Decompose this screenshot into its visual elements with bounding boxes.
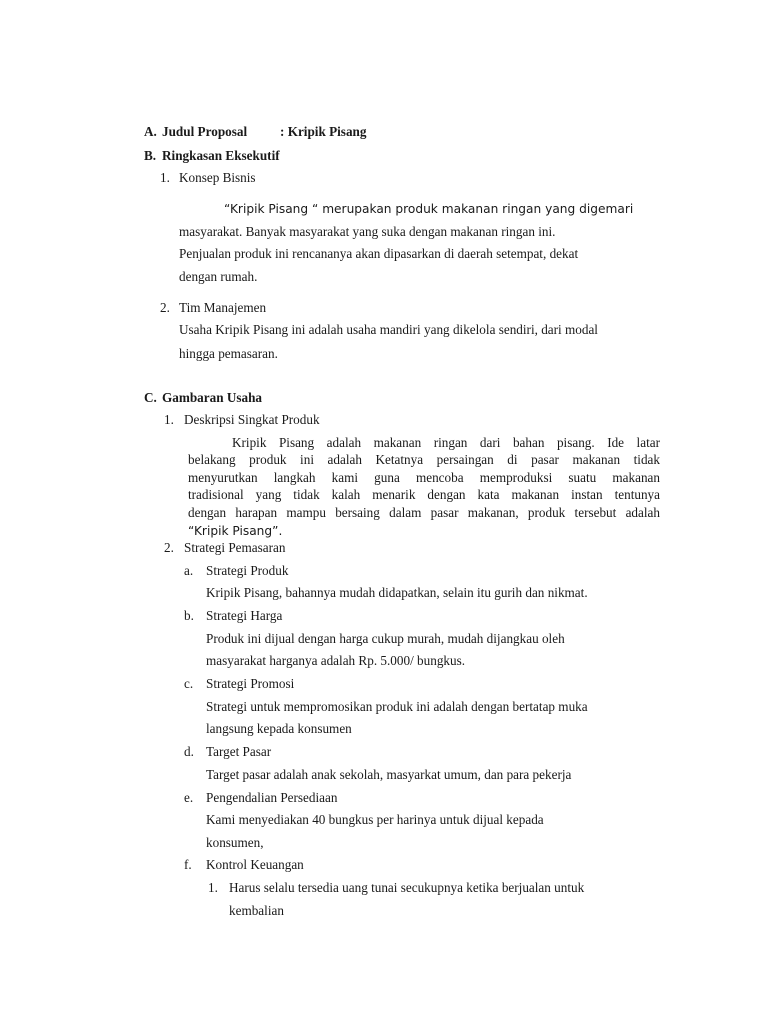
strategi-f-title: Kontrol Keuangan [206,857,304,872]
strategi-e-title: Pengendalian Persediaan [206,790,338,805]
konsep-line-1: “Kripik Pisang “ merupakan produk makanan ringan yang digemari [224,202,634,216]
strategi-title: Strategi Pemasaran [184,540,286,555]
section-b-marker: B. [144,148,157,163]
strategi-d-line-1: Target pasar adalah anak sekolah, masyarkat umum, dan para pekerja [206,767,572,782]
strategi-f-item-1-line-1: Harus selalu tersedia uang tunai secukupnya ketika berjualan untuk [229,880,585,895]
strategi-e-marker: e. [184,790,194,805]
strategi-b-marker: b. [184,608,194,623]
konsep-line-2: masyarakat. Banyak masyarakat yang suka dengan makanan ringan ini. [179,224,556,239]
strategi-f-marker: f. [184,857,192,872]
strategi-a-marker: a. [184,563,194,578]
deskripsi-line-3: menyurutkan langkah kami guna mencoba memproduksi suatu makanan [188,470,660,485]
strategi-b-line-1: Produk ini dijual dengan harga cukup murah, mudah dijangkau oleh [206,631,565,646]
strategi-number: 2. [164,540,174,555]
strategi-e-line-1: Kami menyediakan 40 bungkus per harinya untuk dijual kepada [206,812,544,827]
konsep-line-4: dengan rumah. [179,269,258,284]
section-c-title: Gambaran Usaha [162,390,263,405]
strategi-e-line-2: konsumen, [206,835,264,850]
strategi-d-marker: d. [184,744,194,759]
deskripsi-line-5: dengan harapan mampu bersaing dalam pasar makanan, produk tersebut adalah [188,505,660,520]
tim-title: Tim Manajemen [179,300,267,315]
deskripsi-number: 1. [164,412,174,427]
deskripsi-line-4: tradisional yang tidak kalah menarik dengan kata makanan instan tentunya [188,487,660,502]
strategi-c-title: Strategi Promosi [206,676,295,691]
strategi-f-item-1-line-2: kembalian [229,903,284,918]
deskripsi-line-6: “Kripik Pisang”. [188,524,283,538]
tim-line-1: Usaha Kripik Pisang ini adalah usaha mandiri yang dikelola sendiri, dari modal [179,322,598,337]
section-a-value: : Kripik Pisang [280,124,367,139]
section-a-marker: A. [144,124,157,139]
strategi-a-title: Strategi Produk [206,563,289,578]
deskripsi-title: Deskripsi Singkat Produk [184,412,320,427]
konsep-title: Konsep Bisnis [179,170,256,185]
strategi-b-line-2: masyarakat harganya adalah Rp. 5.000/ bungkus. [206,653,466,668]
strategi-c-line-1: Strategi untuk mempromosikan produk ini adalah dengan bertatap muka [206,699,588,714]
strategi-c-marker: c. [184,676,194,691]
deskripsi-line-1: Kripik Pisang adalah makanan ringan dari bahan pisang. Ide latar [232,435,660,450]
tim-number: 2. [160,300,170,315]
strategi-f-item-1-number: 1. [208,880,218,895]
strategi-b-title: Strategi Harga [206,608,283,623]
deskripsi-line-2: belakang produk ini adalah Ketatnya persaingan di pasar makanan tidak [188,452,660,467]
strategi-d-title: Target Pasar [206,744,272,759]
strategi-c-line-2: langsung kepada konsumen [206,721,352,736]
section-a-label: Judul Proposal [162,124,248,139]
konsep-line-3: Penjualan produk ini rencananya akan dipasarkan di daerah setempat, dekat [179,246,579,261]
section-c-marker: C. [144,390,157,405]
konsep-number: 1. [160,170,170,185]
section-b-title: Ringkasan Eksekutif [162,148,280,163]
strategi-a-line-1: Kripik Pisang, bahannya mudah didapatkan, selain itu gurih dan nikmat. [206,585,588,600]
tim-line-2: hingga pemasaran. [179,346,278,361]
